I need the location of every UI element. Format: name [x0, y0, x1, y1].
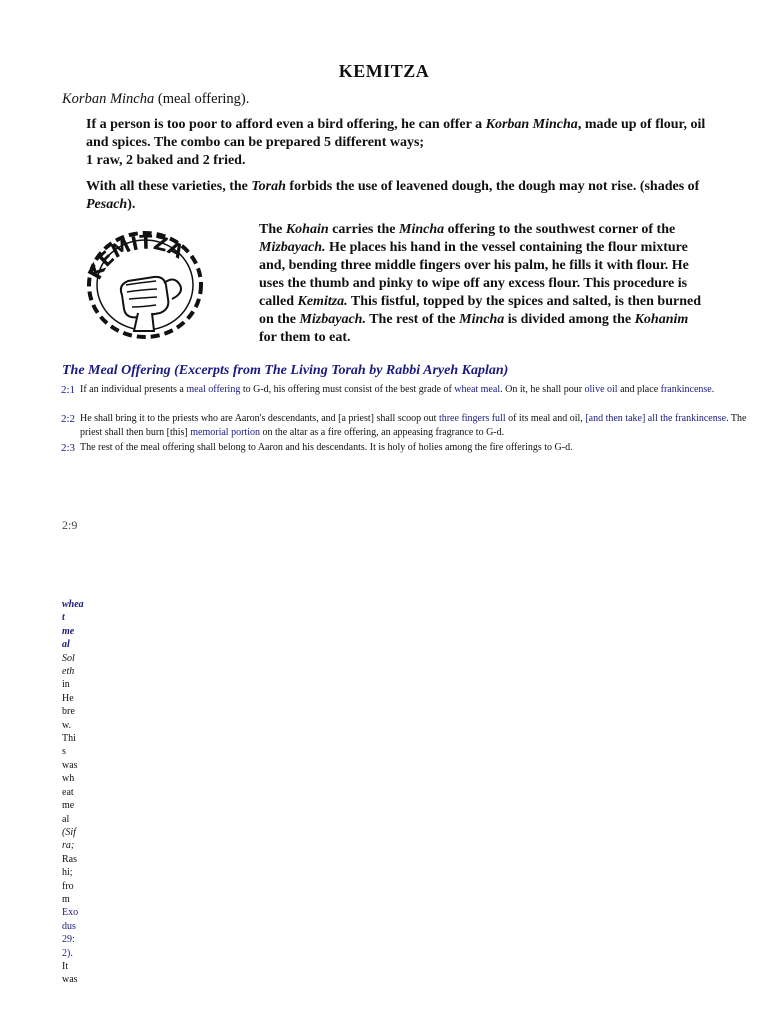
verse-text-run: The rest of the meal offering shall belong to Aaron and his descendants. It is holy of holies among the fire offerings to G-d. [80, 442, 573, 453]
text-run: The [259, 222, 286, 237]
subtitle [62, 91, 249, 108]
verse-link[interactable]: [and then take] all the frankincense [585, 413, 727, 424]
section-title: The Meal Offering (Excerpts from The Living Torah by Rabbi Aryeh Kaplan) [62, 363, 509, 378]
subtitle-rest: (meal offering). [154, 91, 250, 107]
verse-text [80, 412, 760, 440]
footnote-line[interactable]: dus [62, 920, 76, 932]
verse-link[interactable]: three fingers full [438, 413, 506, 424]
text-run-italic: Korban Mincha [485, 117, 578, 132]
text-run: carries the [328, 222, 400, 237]
verse-text [80, 383, 760, 397]
footnote-line[interactable]: me [62, 625, 75, 637]
text-run: If a person is too poor to afford even a bird offering, he can offer a [86, 117, 486, 132]
verse-number[interactable]: 2:1 [61, 384, 76, 396]
text-run: forbids the use of leavened dough, the dough may not rise. (shades of [285, 179, 700, 194]
footnote-line: was [62, 759, 78, 771]
text-run: He places his hand in the vessel containing the flour mixture and, bending three middle fingers over his palm, he fills it with flour. He uses the thumb and pinky to wipe off any excess flour. This procedure is called [259, 240, 689, 309]
verse-ref: 2:9 [62, 518, 78, 532]
footnote-line: Sol [62, 652, 75, 664]
footnote-line: hi; [62, 867, 73, 879]
kemitza-logo-icon [80, 225, 210, 341]
footnote-line: (Sif [62, 826, 76, 838]
footnote-line: eth [62, 666, 75, 678]
verse-text-run: of its meal and oil, [505, 413, 586, 424]
text-run: for them to eat. [259, 330, 351, 345]
footnote-line[interactable]: Exo [62, 907, 79, 919]
footnote-line: m [62, 893, 70, 905]
paragraph-leaven [86, 178, 706, 214]
verse-text-run: and place [617, 384, 661, 395]
footnote-line: al [62, 813, 70, 825]
footnote-line[interactable]: t [62, 612, 65, 624]
verse-link[interactable]: wheat meal [454, 384, 501, 395]
verse-link[interactable]: memorial portion [190, 427, 260, 438]
footnote-line[interactable]: 29: [62, 934, 75, 946]
verse-text-run: . [711, 384, 715, 395]
text-run-italic: Mizbayach. [259, 240, 326, 255]
verse-link[interactable]: frankincense [660, 384, 712, 395]
verse-number[interactable]: 2:3 [61, 442, 76, 454]
verse-text-run: on the altar as a fire offering, an appeasing fragrance to G-d. [259, 427, 505, 438]
footnote-line: eat [62, 786, 74, 798]
text-run: is divided among the [504, 312, 635, 327]
footnote-line: w. [62, 719, 72, 731]
text-run: , made up of flour, oil and spices. The combo can be prepared 5 different ways; [86, 117, 706, 150]
footnote-line: fro [62, 880, 74, 892]
verse-text-run: . The priest shall then burn [this] [80, 413, 747, 438]
footnote-line: He [62, 692, 74, 704]
footnote-line: s [62, 746, 66, 758]
verse-text-run: to G-d, his offering must consist of the best grade of [240, 384, 455, 395]
verse-text-run: He shall bring it to the priests who are Aaron's descendants, and [a priest] shall scoop out [80, 413, 439, 424]
footnote-line: It [62, 960, 69, 972]
text-run-italic: Pesach [86, 197, 128, 212]
text-run: ). [127, 197, 136, 212]
text-run-italic: Mizbayach. [299, 312, 366, 327]
subtitle-term: Korban Mincha [62, 91, 155, 107]
verse-number[interactable]: 2:2 [61, 413, 76, 425]
footnote-line: me [62, 800, 75, 812]
text-run-italic: Mincha [459, 312, 505, 327]
footnote-line: wh [62, 773, 75, 785]
footnote-line[interactable]: al [62, 639, 70, 651]
footnote-line: bre [62, 706, 75, 718]
footnote-line: ra; [62, 840, 75, 852]
footnote-line: in [62, 679, 70, 691]
footnote-line: was [62, 974, 78, 986]
paragraph-poverty [86, 116, 706, 170]
verse-text-run: If an individual presents a [80, 384, 187, 395]
text-run-italic: Kohanim [634, 312, 689, 327]
footnote-line[interactable]: whea [62, 599, 84, 610]
verse-link[interactable]: meal offering [186, 384, 241, 395]
text-run-italic: Kohain [285, 222, 329, 237]
verse-text-run: . On it, he shall pour [500, 384, 585, 395]
paragraph-procedure [259, 221, 709, 347]
footnote-line: Thi [62, 733, 76, 745]
verse-text [80, 441, 760, 455]
text-run: 1 raw, 2 baked and 2 fried. [86, 153, 246, 168]
logo-text: KEMITZA [84, 231, 188, 284]
text-run-italic: Mincha [399, 222, 445, 237]
text-run: This fistful, topped by the spices and salted, is then burned on the [259, 294, 701, 327]
footnote-line[interactable]: 2). [62, 947, 73, 959]
text-run: offering to the southwest corner of the [444, 222, 676, 237]
footnote-column [62, 598, 88, 987]
page-title: KEMITZA [338, 61, 430, 81]
footnote-line: Ras [62, 853, 77, 865]
text-run-italic: Torah [251, 179, 286, 194]
text-run: The rest of the [365, 312, 460, 327]
verse-link[interactable]: olive oil [584, 384, 618, 395]
text-run-italic: Kemitza. [297, 294, 348, 309]
text-run: With all these varieties, the [86, 179, 252, 194]
